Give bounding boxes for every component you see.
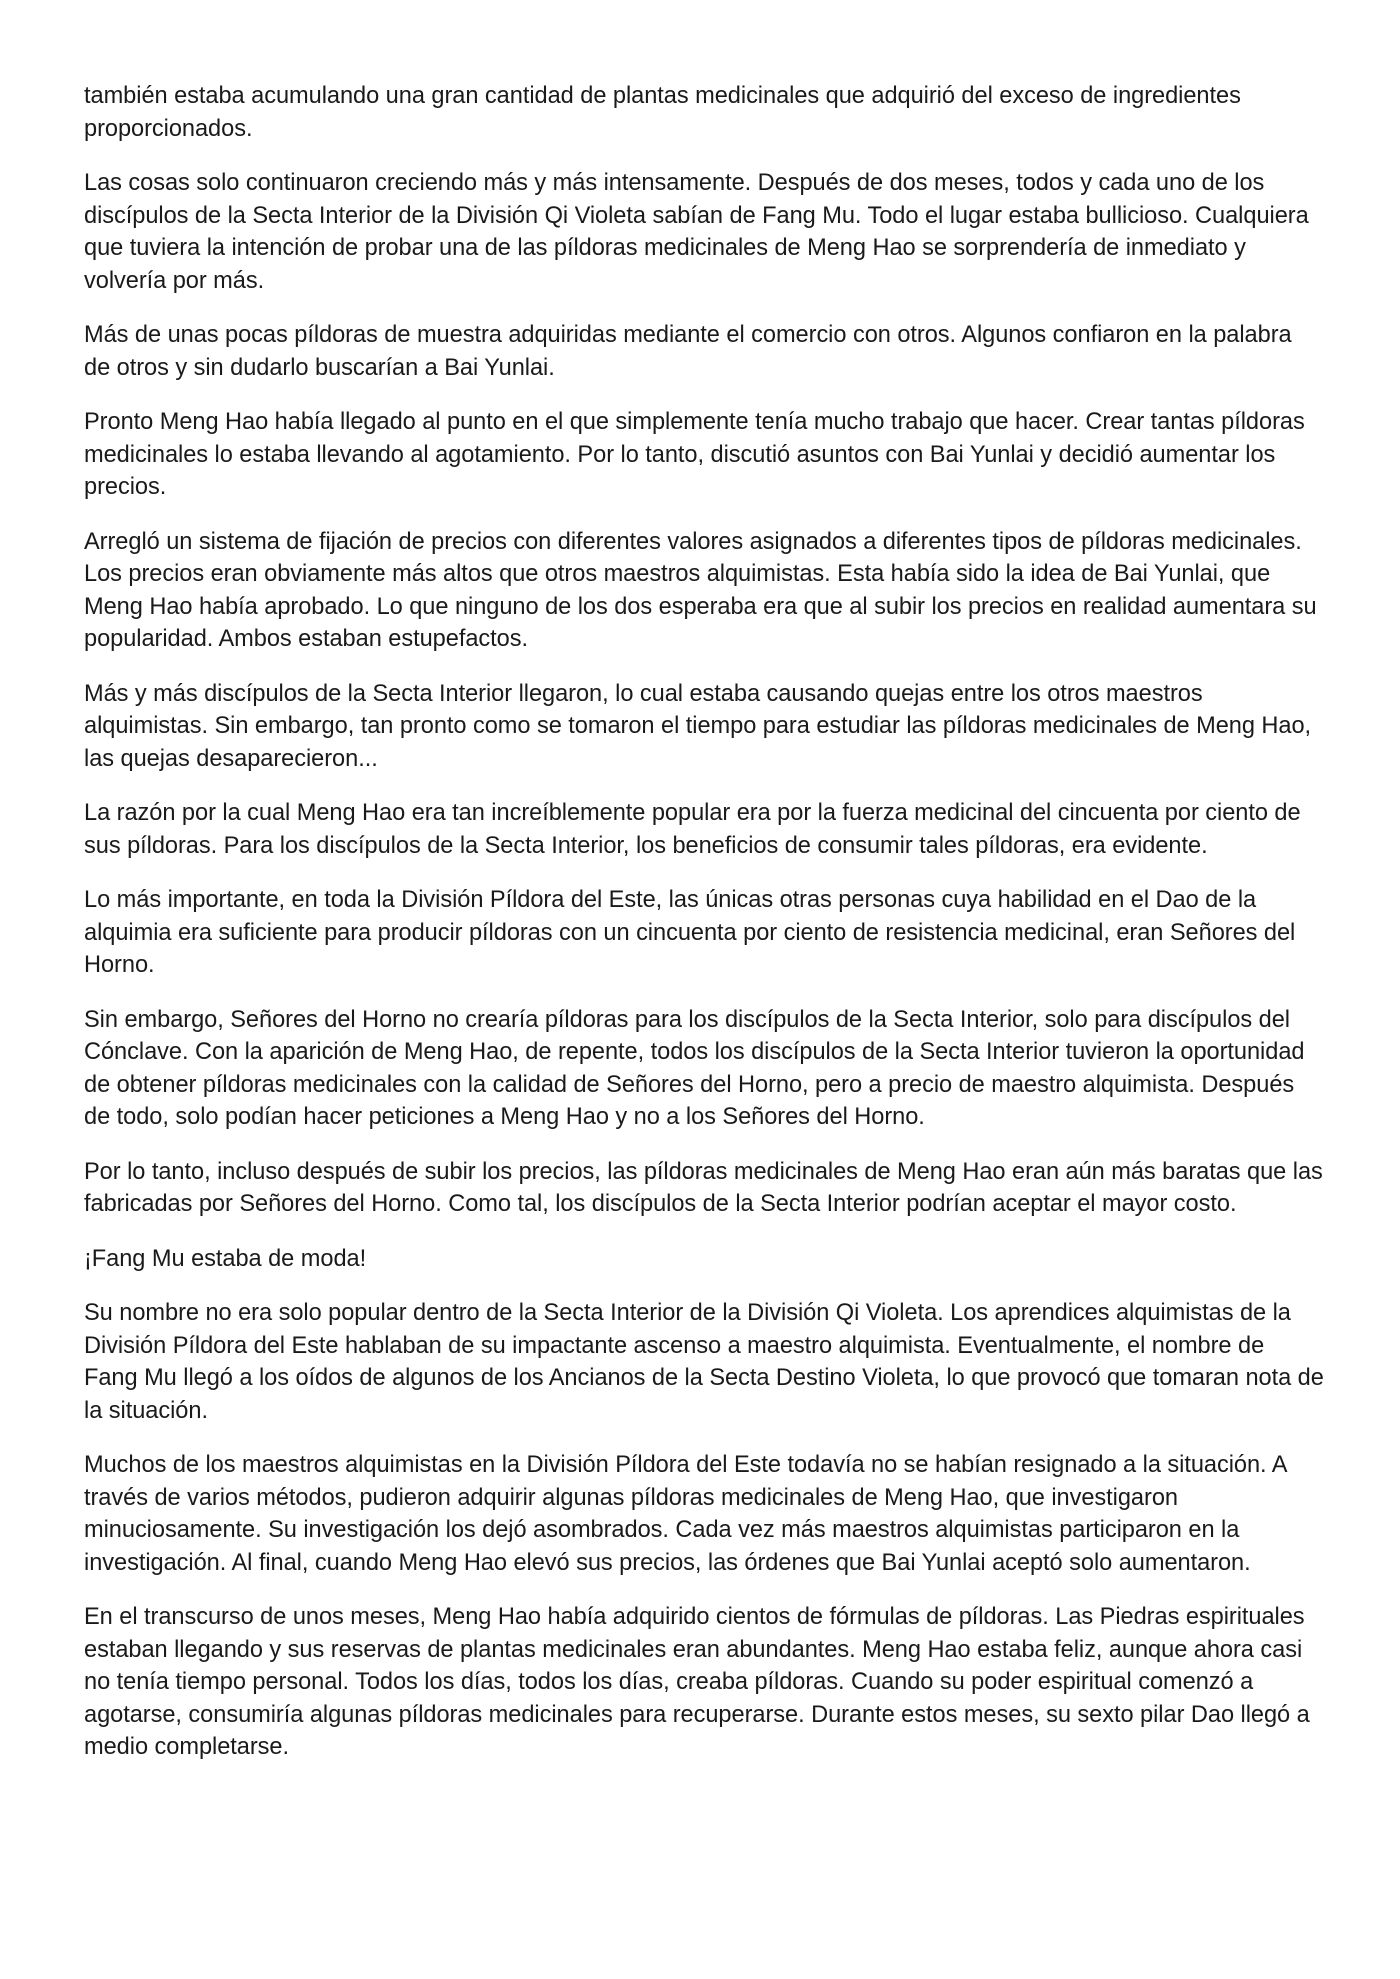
paragraph-13: Muchos de los maestros alquimistas en la División Píldora del Este todavía no se habían resignado a la situación. A través de varios métodos, pudieron adquirir algunas píldoras medicinales de Meng Hao, que investigaron minuciosamente. Su investigación los dejó asombrados. Cada vez más maestros alquimistas participaron en la investigación. Al final, cuando Meng Hao elevó sus precios, las órdenes que Bai Yunlai aceptó solo aumentaron.: [84, 1452, 1287, 1576]
paragraph-12: Su nombre no era solo popular dentro de la Secta Interior de la División Qi Violeta. Los aprendices alquimistas de la División Píldora del Este hablaban de su impactante ascenso a maestro alquimista. Eventualmente, el nombre de Fang Mu llegó a los oídos de algunos de los Ancianos de la Secta Destino Violeta, lo que provocó que tomaran nota de la situación.: [84, 1300, 1324, 1424]
paragraph-1: también estaba acumulando una gran cantidad de plantas medicinales que adquirió del exceso de ingredientes proporcionados.: [84, 83, 1241, 142]
document-page: [84, 80, 1324, 1786]
paragraph-14: En el transcurso de unos meses, Meng Hao había adquirido cientos de fórmulas de píldoras. Las Piedras espirituales estaban llegando y sus reservas de plantas medicinales eran abundantes. Meng Hao estaba feliz, aunque ahora casi no tenía tiempo personal. Todos los días, todos los días, creaba píldoras. Cuando su poder espiritual comenzó a agotarse, consumiría algunas píldoras medicinales para recuperarse. Durante estos meses, su sexto pilar Dao llegó a medio completarse.: [84, 1604, 1310, 1760]
paragraph-11: ¡Fang Mu estaba de moda!: [84, 1245, 367, 1272]
paragraph-4: Pronto Meng Hao había llegado al punto en el que simplemente tenía mucho trabajo que hacer. Crear tantas píldoras medicinales lo estaba llevando al agotamiento. Por lo tanto, discutió asuntos con Bai Yunlai y decidió aumentar los precios.: [84, 409, 1305, 500]
paragraph-7: La razón por la cual Meng Hao era tan increíblemente popular era por la fuerza medicinal del cincuenta por ciento de sus píldoras. Para los discípulos de la Secta Interior, los beneficios de consumir tales píldoras, era evidente.: [84, 800, 1301, 859]
paragraph-10: Por lo tanto, incluso después de subir los precios, las píldoras medicinales de Meng Hao eran aún más baratas que las fabricadas por Señores del Horno. Como tal, los discípulos de la Secta Interior podrían aceptar el mayor costo.: [84, 1158, 1323, 1217]
paragraph-3: Más de unas pocas píldoras de muestra adquiridas mediante el comercio con otros. Algunos confiaron en la palabra de otros y sin dudarlo buscarían a Bai Yunlai.: [84, 322, 1292, 381]
paragraph-5: Arregló un sistema de fijación de precios con diferentes valores asignados a diferentes tipos de píldoras medicinales. Los precios eran obviamente más altos que otros maestros alquimistas. Esta había sido la idea de Bai Yunlai, que Meng Hao había aprobado. Lo que ninguno de los dos esperaba era que al subir los precios en realidad aumentara su popularidad. Ambos estaban estupefactos.: [84, 528, 1317, 652]
paragraph-2: Las cosas solo continuaron creciendo más y más intensamente. Después de dos meses, todos y cada uno de los discípulos de la Secta Interior de la División Qi Violeta sabían de Fang Mu. Todo el lugar estaba bullicioso. Cualquiera que tuviera la intención de probar una de las píldoras medicinales de Meng Hao se sorprendería de inmediato y volvería por más.: [84, 170, 1309, 294]
paragraph-9: Sin embargo, Señores del Horno no crearía píldoras para los discípulos de la Secta Interior, solo para discípulos del Cónclave. Con la aparición de Meng Hao, de repente, todos los discípulos de la Secta Interior tuvieron la oportunidad de obtener píldoras medicinales con la calidad de Señores del Horno, pero a precio de maestro alquimista. Después de todo, solo podían hacer peticiones a Meng Hao y no a los Señores del Horno.: [84, 1006, 1305, 1130]
paragraph-8: Lo más importante, en toda la División Píldora del Este, las únicas otras personas cuya habilidad en el Dao de la alquimia era suficiente para producir píldoras con un cincuenta por ciento de resistencia medicinal, eran Señores del Horno.: [84, 887, 1296, 978]
paragraph-6: Más y más discípulos de la Secta Interior llegaron, lo cual estaba causando quejas entre los otros maestros alquimistas. Sin embargo, tan pronto como se tomaron el tiempo para estudiar las píldoras medicinales de Meng Hao, las quejas desaparecieron...: [84, 680, 1312, 772]
